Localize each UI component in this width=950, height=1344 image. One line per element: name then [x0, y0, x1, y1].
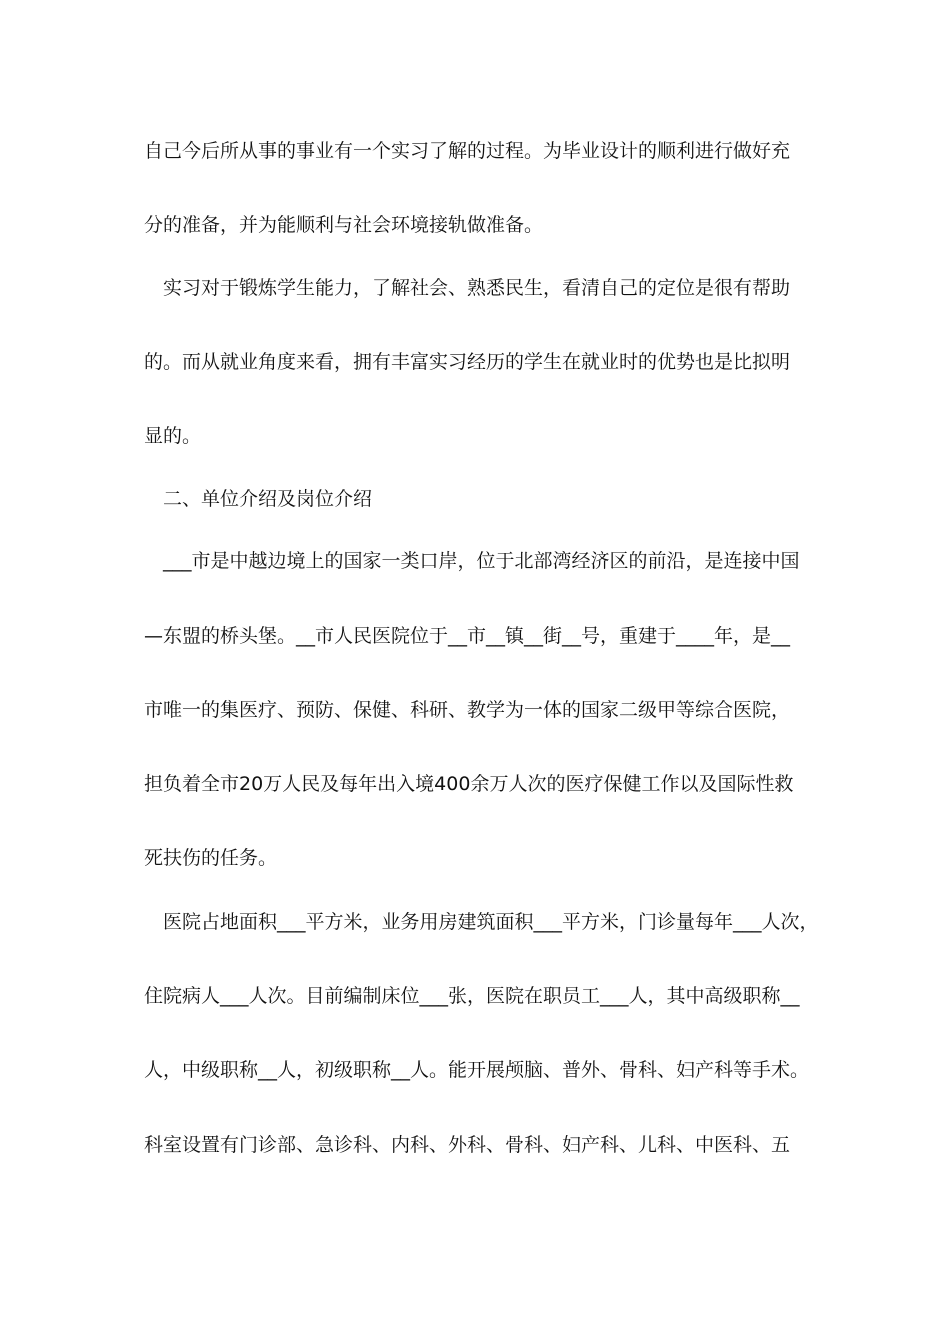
text-line: 担负着全市20万人民及每年出入境400余万人次的医疗保健工作以及国际性救 — [144, 773, 794, 795]
text-line: 人，中级职称__人，初级职称__人。能开展颅脑、普外、骨科、妇产科等手术。 — [144, 1059, 810, 1081]
text-line: 住院病人___人次。目前编制床位___张，医院在职员工___人，其中高级职称__ — [144, 985, 800, 1007]
text-line: 分的准备，并为能顺利与社会环境接轨做准备。 — [144, 214, 544, 236]
section-heading: 二、单位介绍及岗位介绍 — [144, 488, 373, 510]
text-line: ___市是中越边境上的国家一类口岸，位于北部湾经济区的前沿，是连接中国 — [144, 550, 800, 572]
text-line: 死扶伤的任务。 — [144, 847, 278, 869]
text-line: 市唯一的集医疗、预防、保健、科研、教学为一体的国家二级甲等综合医院， — [144, 699, 791, 721]
text-line: 自己今后所从事的事业有一个实习了解的过程。为毕业设计的顺利进行做好充 — [144, 140, 791, 162]
text-line: 实习对于锻炼学生能力，了解社会、熟悉民生，看清自己的定位是很有帮助 — [144, 277, 791, 299]
text-line: 的。而从就业角度来看，拥有丰富实习经历的学生在就业时的优势也是比拟明 — [144, 351, 791, 373]
text-line: —东盟的桥头堡。__市人民医院位于__市__镇__街__号，重建于____年，是__ — [144, 625, 791, 647]
text-line: 显的。 — [144, 425, 202, 447]
text-line: 科室设置有门诊部、急诊科、内科、外科、骨科、妇产科、儿科、中医科、五 — [144, 1134, 791, 1156]
text-line: 医院占地面积___平方米，业务用房建筑面积___平方米，门诊量每年___人次， — [144, 911, 819, 933]
